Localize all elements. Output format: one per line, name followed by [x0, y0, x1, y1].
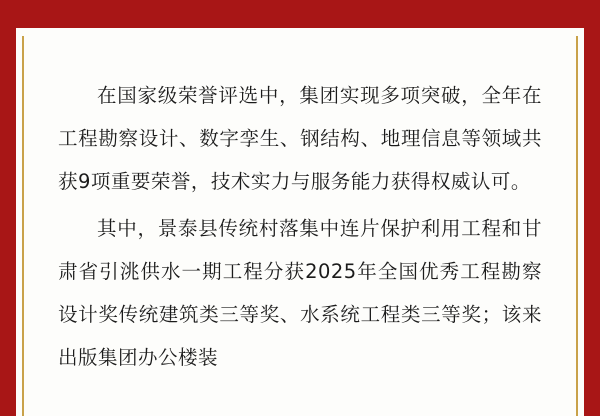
paragraph-1: 在国家级荣誉评选中，集团实现多项突破，全年在工程勘察设计、数字孪生、钢结构、地理信息等领域共获9项重要荣誉，技术实力与服务能力获得权威认可。	[58, 84, 542, 193]
header-band-inner	[50, 0, 550, 29]
article-body	[58, 74, 542, 416]
content-card	[16, 28, 584, 416]
paragraph-2: 其中，景泰县传统村落集中连片保护利用工程和甘肃省引洮供水一期工程分获2025年全国优秀工程勘察设计奖传统建筑类三等奖、水系统工程类三等奖；该来出版集团办公楼装	[58, 217, 542, 369]
content-card-rules	[22, 36, 578, 416]
right-border-band	[584, 0, 600, 416]
header-band	[0, 0, 600, 28]
left-border-band	[0, 0, 16, 416]
